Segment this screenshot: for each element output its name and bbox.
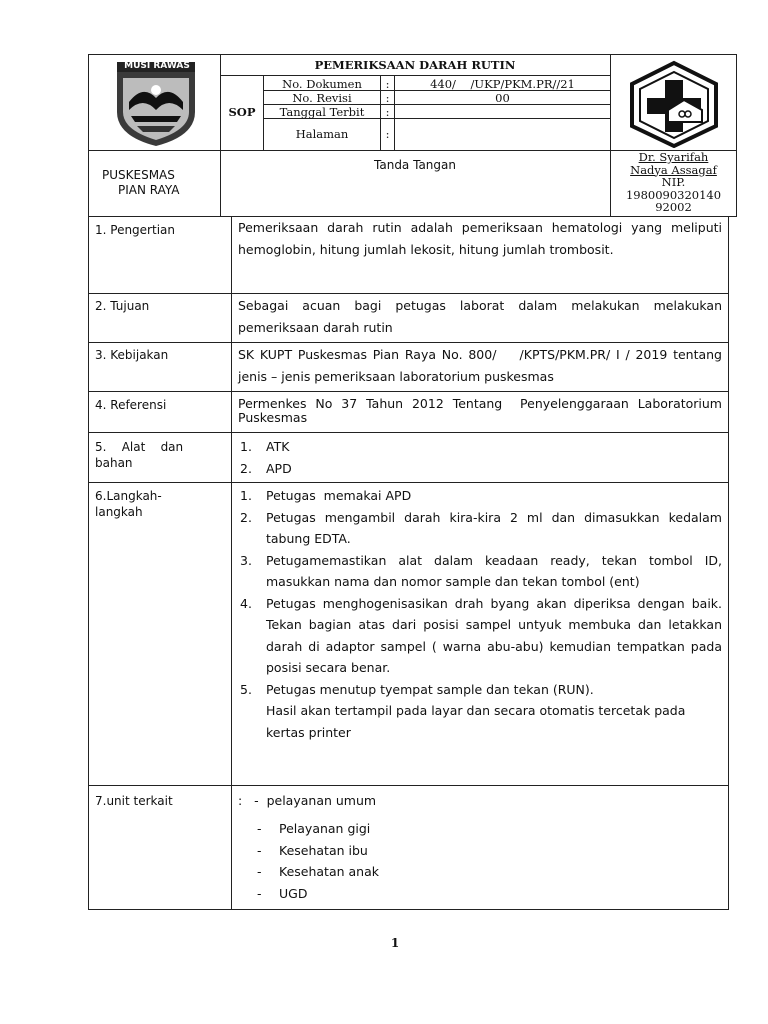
meta-date-label: Tanggal Terbit [279, 105, 365, 119]
step-text: Petugas menutup tyempat sample dan tekan (RUN). [266, 681, 594, 697]
alat-list [240, 436, 720, 479]
step-item [240, 507, 722, 550]
musi-rawas-logo [113, 62, 199, 146]
label-pengertian: 1. Pengertian [95, 223, 175, 237]
signer-name-line2: Nadya Assagaf [630, 162, 717, 177]
signer-nip-line2: 92002 [655, 200, 692, 214]
org-badge-text: MUSI RAWAS [124, 61, 190, 71]
text-referensi: Permenkes No 37 Tahun 2012 Tentang Penyelenggaraan Laboratorium Puskesmas [238, 396, 726, 425]
unit-text: Kesehatan ibu [279, 842, 368, 858]
step-num: 1. [240, 488, 252, 503]
unit-text: Kesehatan anak [279, 864, 379, 879]
meta-doc-label: No. Dokumen [282, 77, 362, 91]
document-title: PEMERIKSAAN DARAH RUTIN [314, 58, 516, 72]
step-text: Petugas mengambil darah kira-kira 2 ml dan dimasukkan kedalam tabung EDTA. [266, 509, 722, 546]
puskesmas-logo [626, 60, 722, 148]
label-alat-line2: bahan [95, 456, 133, 470]
step-item [240, 679, 722, 701]
langkah-closing: Hasil akan tertampil pada layar dan secara otomatis tercetak pada kertas printer [266, 703, 686, 740]
step-num: 5. [240, 681, 252, 697]
unit-item [257, 840, 557, 862]
unit-first: : - pelayanan umum [238, 793, 377, 808]
label-unit: 7.unit terkait [95, 794, 173, 808]
text-tujuan: Sebagai acuan bagi petugas laborat dalam melakukan melakukan pemeriksaan darah rutin [238, 298, 722, 335]
meta-rev-sep: : [385, 91, 390, 105]
facility-name-line1: PUSKESMAS [102, 168, 175, 182]
step-item [240, 550, 722, 593]
signer-name-line1: Dr. Syarifah [638, 150, 709, 164]
unit-dash: - [257, 885, 262, 901]
signer-block [611, 151, 736, 214]
label-alat-line1: 5. Alat dan [95, 440, 184, 454]
label-langkah-line2: langkah [95, 505, 143, 519]
langkah-list [240, 485, 722, 743]
sop-label: SOP [228, 105, 256, 119]
meta-doc-sep: : [385, 77, 390, 91]
unit-item [257, 861, 557, 883]
label-referensi: 4. Referensi [95, 398, 167, 412]
label-tujuan: 2. Tujuan [95, 299, 150, 313]
unit-item [257, 818, 557, 840]
unit-dash: - [257, 821, 262, 836]
text-kebijakan: SK KUPT Puskesmas Pian Raya No. 800/ /KPTS/PKM.PR/ I / 2019 tentang jenis – jenis pemeriksaan laboratorium puskesmas [238, 347, 726, 384]
unit-dash: - [257, 842, 262, 858]
label-kebijakan: 3. Kebijakan [95, 348, 169, 362]
facility-name-line2: PIAN RAYA [118, 183, 180, 197]
unit-item [257, 883, 557, 905]
unit-text: Pelayanan gigi [279, 821, 371, 836]
unit-text: UGD [279, 885, 308, 901]
page-number: 1 [390, 936, 400, 950]
signer-nip-label: NIP. [661, 175, 686, 189]
alat-item-text: APD [266, 460, 292, 476]
meta-rev-value: 00 [495, 91, 510, 105]
label-langkah-line1: 6.Langkah- [95, 489, 162, 503]
alat-item-text: ATK [266, 439, 290, 454]
meta-date-sep: : [385, 105, 390, 119]
step-num: 3. [240, 552, 252, 568]
meta-page-label: Halaman [295, 127, 349, 141]
meta-rev-label: No. Revisi [292, 91, 352, 105]
alat-item-num: 2. [240, 460, 252, 476]
step-num: 2. [240, 509, 252, 525]
step-item [240, 485, 722, 507]
meta-doc-value: 440/ /UKP/PKM.PR//21 [430, 77, 575, 91]
step-item [240, 593, 722, 679]
step-text: Petugamemastikan alat dalam keadaan ready, tekan tombol ID, masukkan nama dan nomor sample dan tekan tombol (ent) [266, 552, 722, 589]
meta-page-sep: : [385, 127, 390, 141]
unit-list [257, 818, 557, 904]
step-text: Petugas menghogenisasikan drah byang akan diperiksa dengan baik. Tekan bagian atas dari posisi sampel untyuk membuka dan letakkan darah di adaptor sampel ( warna abu-abu) kemudian tempatkan pada posisi secara benar. [266, 595, 722, 675]
alat-item [240, 458, 720, 480]
alat-item-num: 1. [240, 439, 252, 454]
signature-label: Tanda Tangan [374, 158, 456, 172]
alat-item [240, 436, 720, 458]
signer-nip-line1: 1980090320140 [625, 187, 722, 202]
step-text: Petugas memakai APD [266, 488, 412, 503]
unit-dash: - [257, 864, 262, 879]
text-pengertian: Pemeriksaan darah rutin adalah pemeriksaan hematologi yang meliputi hemoglobin, hitung jumlah lekosit, hitung jumlah trombosit. [238, 220, 722, 257]
step-num: 4. [240, 595, 252, 611]
